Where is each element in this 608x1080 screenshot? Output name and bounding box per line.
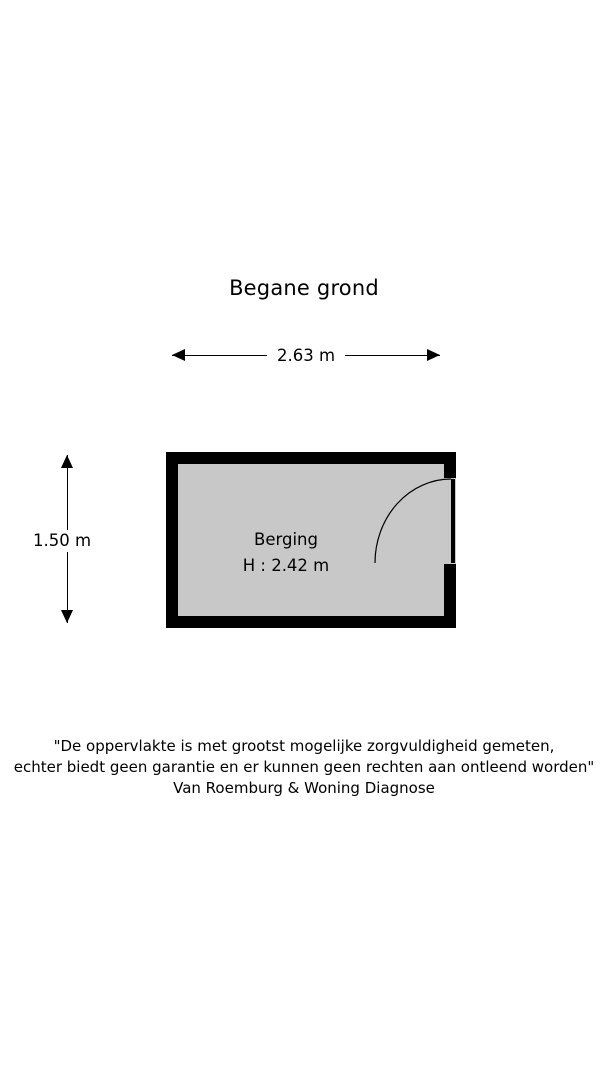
disclaimer-line-3: Van Roemburg & Woning Diagnose xyxy=(173,779,435,797)
arrow-right-icon xyxy=(427,349,440,361)
disclaimer-line-2: echter biedt geen garantie en er kunnen geen rechten aan ontleend worden" xyxy=(13,758,595,776)
disclaimer-line-1: "De oppervlakte is met grootst mogelijke zorgvuldigheid gemeten, xyxy=(53,737,555,755)
width-dimension xyxy=(172,340,440,372)
door-leaf xyxy=(451,479,455,563)
arrow-left-icon xyxy=(172,349,185,361)
page-title: Begane grond xyxy=(229,276,379,300)
room-height-label: H : 2.42 m xyxy=(242,556,330,575)
height-dimension-label: 1.50 m xyxy=(0,530,100,552)
room-name-label: Berging xyxy=(254,530,318,549)
arrow-up-icon xyxy=(61,455,73,468)
width-dimension-label: 2.63 m xyxy=(267,340,345,371)
disclaimer xyxy=(0,736,608,799)
arrow-down-icon xyxy=(61,610,73,623)
